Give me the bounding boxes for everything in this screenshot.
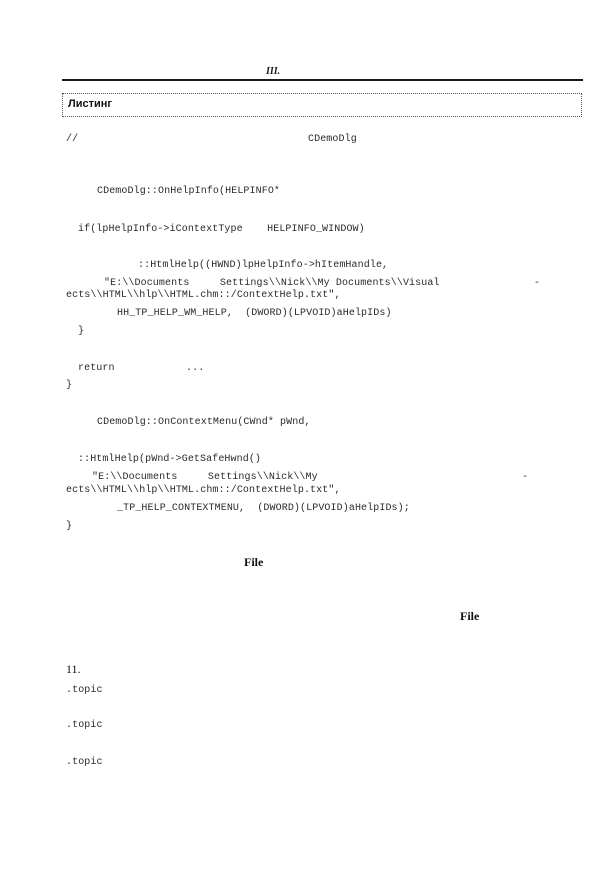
code-line-path-1: "E:\\Documents Settings\\Nick\\My Documents\\Visual [104, 278, 440, 289]
code-line-close-brace-2: } [66, 380, 73, 391]
topic-label-2: .topic [66, 720, 103, 731]
code-line-close-brace-1: } [78, 326, 85, 337]
code-line-return: return [78, 363, 115, 374]
code-line-hh-contextmenu: _TP_HELP_CONTEXTMENU, (DWORD)(LPVOID)aHelpIDs); [117, 503, 410, 514]
listing-title: Листинг [68, 98, 112, 110]
code-line-return-ellipsis: ... [186, 363, 205, 374]
code-line-close-brace-3: } [66, 521, 73, 532]
menu-word-file-2: File [460, 609, 480, 623]
topic-label-1: .topic [66, 685, 103, 696]
code-comment-marker: // [66, 134, 79, 145]
section-number: 11. [66, 662, 81, 676]
code-line-path-1-hyphen: - [534, 278, 541, 289]
topic-label-3: .topic [66, 757, 103, 768]
code-line-hh-help: HH_TP_HELP_WM_HELP, (DWORD)(LPVOID)aHelpIDs) [117, 308, 392, 319]
code-line-path-2: "E:\\Documents Settings\\Nick\\My [92, 472, 318, 483]
code-line-if: if(lpHelpInfo->iContextType HELPINFO_WINDOW) [78, 224, 365, 235]
header-rule [62, 79, 583, 81]
listing-caption-box [62, 93, 582, 117]
code-line-htmlhelp-1: ::HtmlHelp((HWND)lpHelpInfo->hItemHandle, [138, 260, 389, 271]
part-label: III. [266, 66, 281, 77]
code-line-path-1-cont: ects\\HTML\\hlp\\HTML.chm::/ContextHelp.txt", [66, 290, 341, 301]
menu-word-file-1: File [244, 555, 264, 569]
code-line-path-2-hyphen: - [522, 472, 529, 483]
code-comment-class: CDemoDlg [308, 134, 357, 145]
code-line-oncontextmenu: CDemoDlg::OnContextMenu(CWnd* pWnd, [97, 417, 311, 428]
code-line-onhelpinfo: CDemoDlg::OnHelpInfo(HELPINFO* [97, 186, 281, 197]
code-line-path-2-cont: ects\\HTML\\hlp\\HTML.chm::/ContextHelp.txt", [66, 485, 341, 496]
code-line-htmlhelp-2: ::HtmlHelp(pWnd->GetSafeHwnd() [78, 454, 262, 465]
